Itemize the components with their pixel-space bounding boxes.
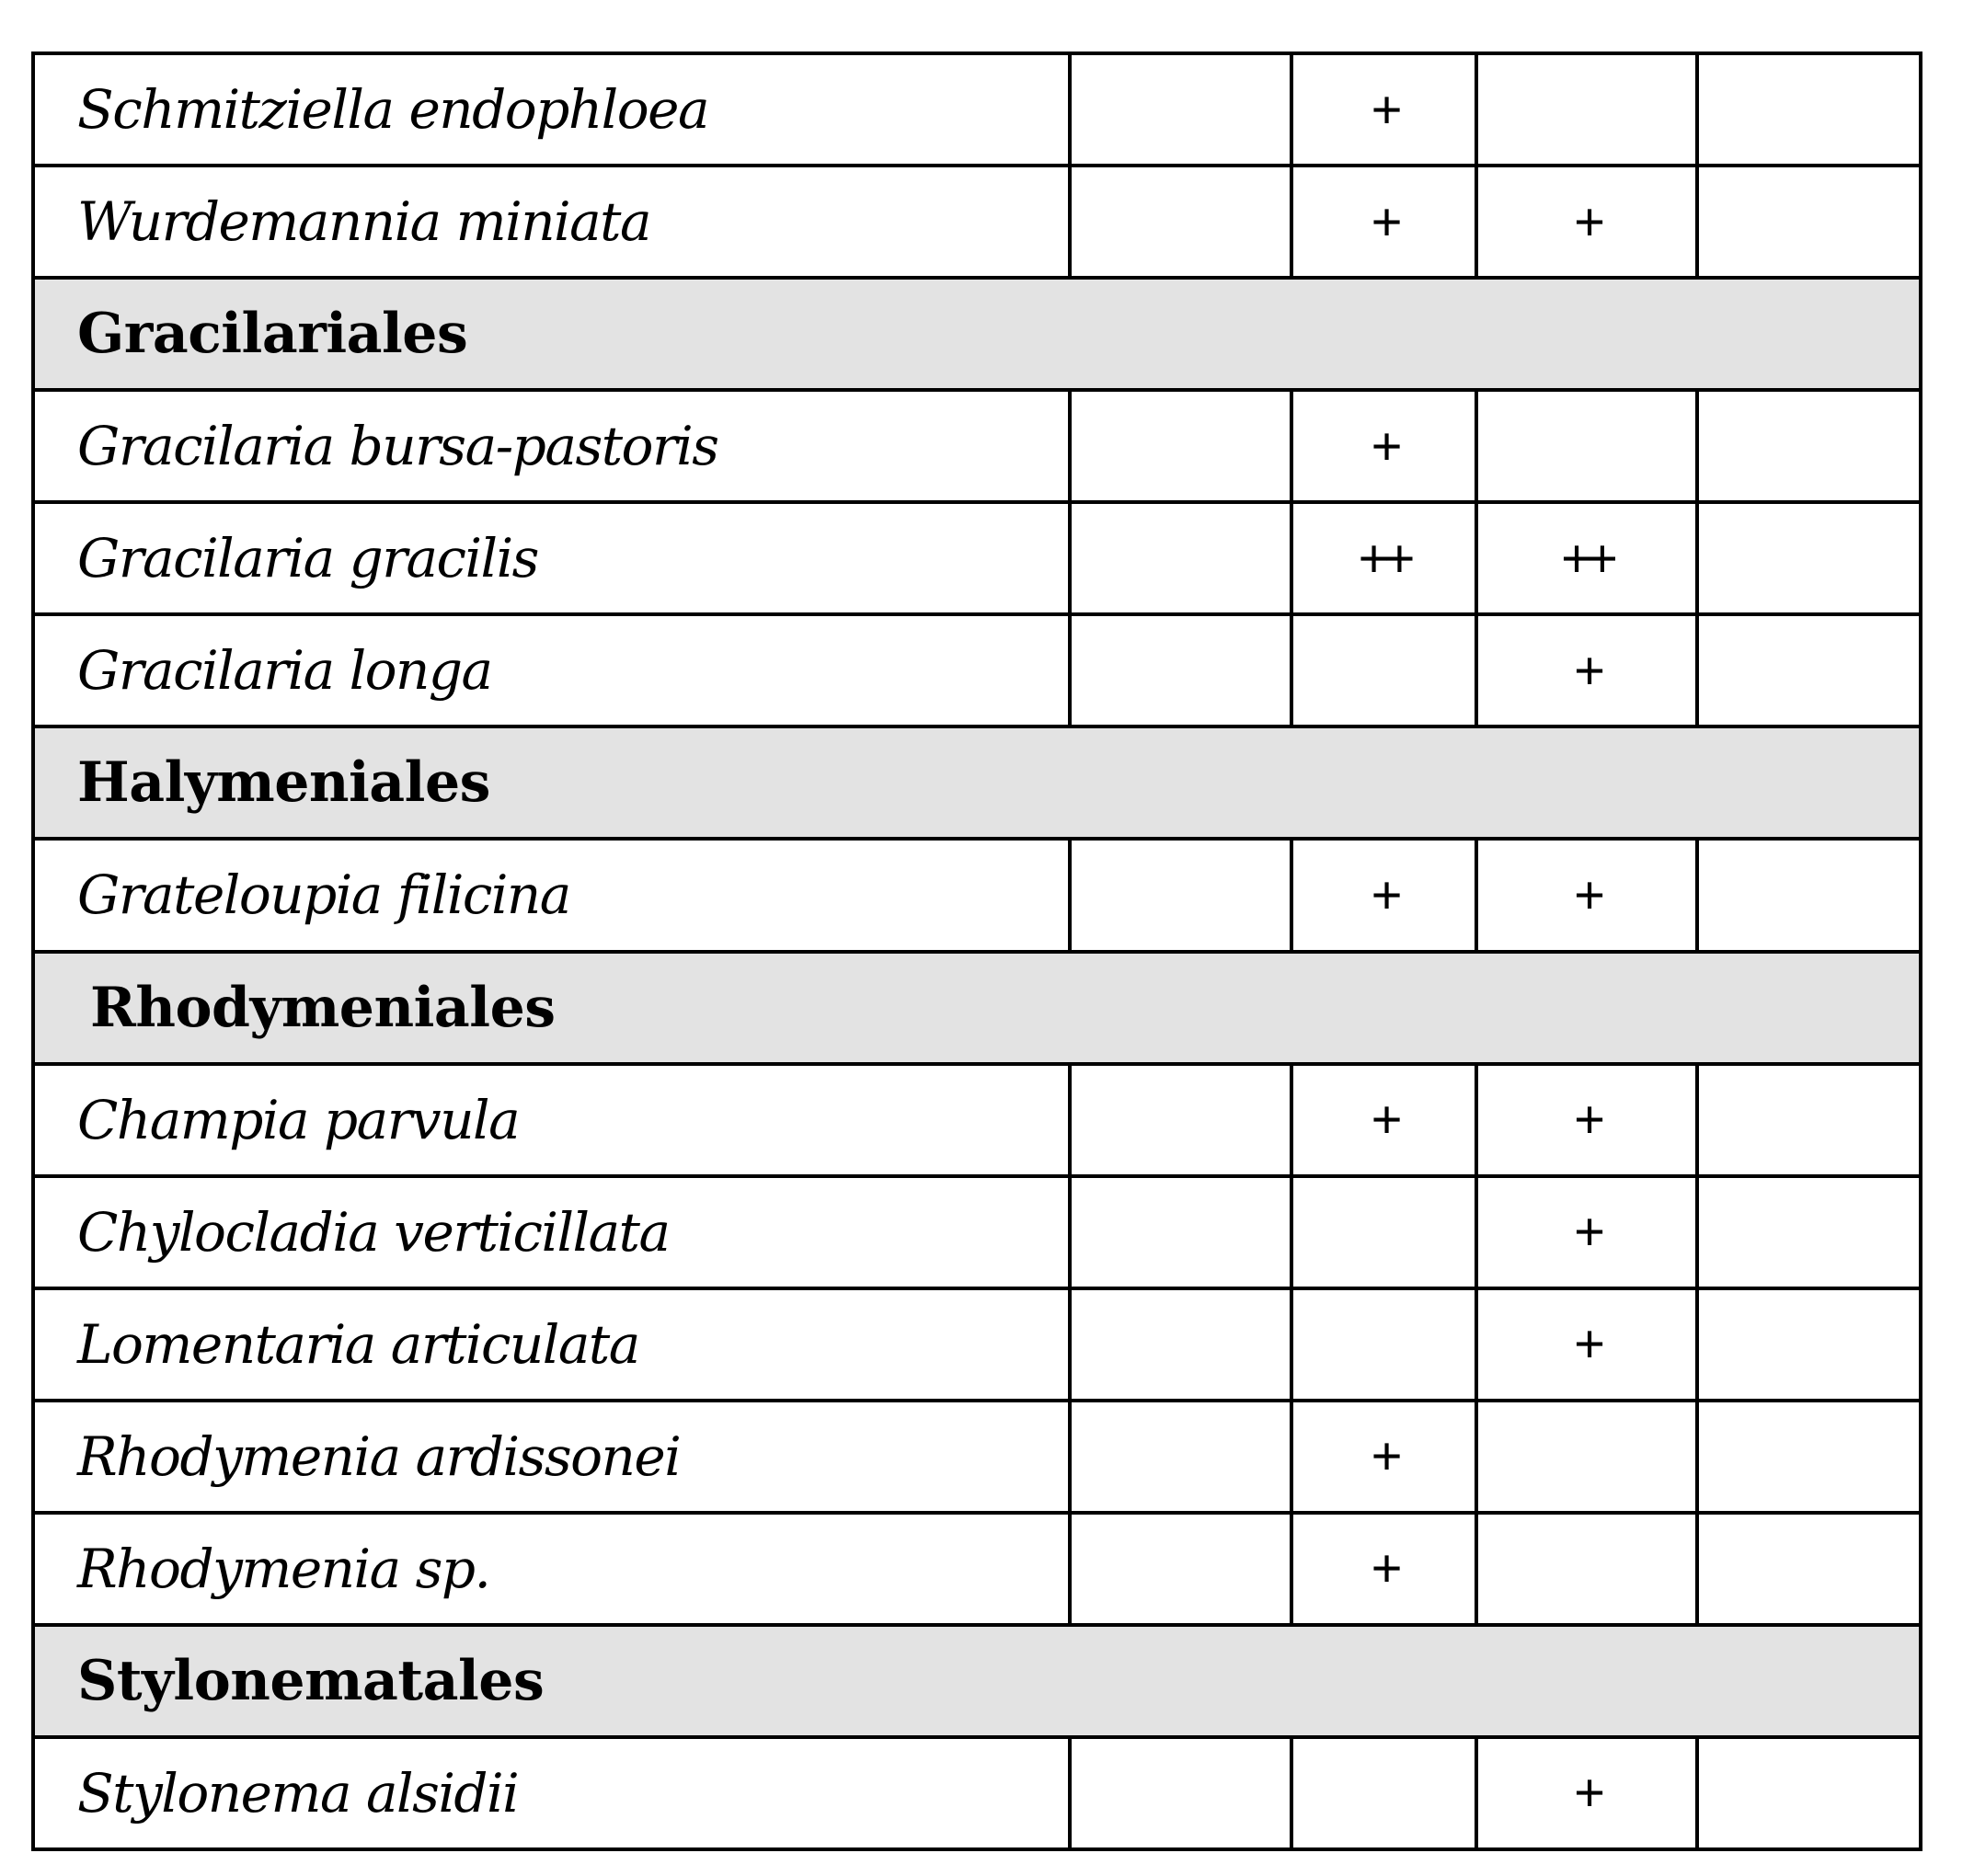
presence-cell: + [1291, 390, 1476, 502]
presence-cell: + [1291, 1064, 1476, 1176]
species-row [33, 839, 1921, 951]
presence-cell: + [1291, 53, 1476, 166]
presence-cell [1697, 1288, 1921, 1401]
presence-cell [1476, 390, 1697, 502]
presence-cell [1070, 1401, 1291, 1513]
presence-cell [1070, 1176, 1291, 1288]
presence-cell [1697, 390, 1921, 502]
species-name: Gracilaria longa [33, 614, 1070, 726]
presence-cell [1697, 1513, 1921, 1625]
presence-cell: + [1476, 1176, 1697, 1288]
species-row [33, 166, 1921, 278]
presence-cell [1697, 502, 1921, 614]
presence-cell [1070, 390, 1291, 502]
species-row [33, 53, 1921, 166]
presence-cell [1697, 839, 1921, 951]
presence-cell [1291, 1288, 1476, 1401]
presence-cell [1697, 614, 1921, 726]
presence-cell [1070, 1513, 1291, 1625]
presence-cell: + [1476, 839, 1697, 951]
presence-cell [1697, 1176, 1921, 1288]
presence-cell [1697, 1401, 1921, 1513]
presence-cell [1476, 1401, 1697, 1513]
species-name: Chylocladia verticillata [33, 1176, 1070, 1288]
presence-cell [1291, 1737, 1476, 1849]
species-name: Gracilaria bursa-pastoris [33, 390, 1070, 502]
species-row [33, 1513, 1921, 1625]
species-name: Schmitziella endophloea [33, 53, 1070, 166]
species-name: Gracilaria gracilis [33, 502, 1070, 614]
presence-cell [1697, 166, 1921, 278]
order-header-row [33, 1625, 1921, 1737]
presence-cell [1697, 1737, 1921, 1849]
presence-cell [1070, 1737, 1291, 1849]
species-name: Wurdemannia miniata [33, 166, 1070, 278]
species-row [33, 614, 1921, 726]
presence-cell [1070, 1064, 1291, 1176]
species-row [33, 1401, 1921, 1513]
presence-cell [1476, 53, 1697, 166]
species-row [33, 390, 1921, 502]
species-name: Stylonema alsidii [33, 1737, 1070, 1849]
presence-cell: + [1476, 1737, 1697, 1849]
presence-cell [1291, 614, 1476, 726]
presence-cell [1070, 53, 1291, 166]
presence-cell [1070, 1288, 1291, 1401]
species-row [33, 1737, 1921, 1849]
species-occurrence-table [31, 51, 1922, 1851]
presence-cell [1070, 839, 1291, 951]
order-name: Gracilariales [33, 278, 1921, 390]
species-row [33, 1288, 1921, 1401]
presence-cell [1070, 502, 1291, 614]
species-row [33, 502, 1921, 614]
presence-cell: ++ [1291, 502, 1476, 614]
presence-cell: + [1476, 614, 1697, 726]
order-name: Stylonematales [33, 1625, 1921, 1737]
order-header-row [33, 278, 1921, 390]
presence-cell: + [1291, 1401, 1476, 1513]
species-row [33, 1064, 1921, 1176]
species-name: Rhodymenia sp. [33, 1513, 1070, 1625]
order-header-row [33, 726, 1921, 839]
order-name: Rhodymeniales [33, 952, 1921, 1064]
presence-cell: + [1476, 166, 1697, 278]
species-name: Grateloupia filicina [33, 839, 1070, 951]
presence-cell [1697, 1064, 1921, 1176]
presence-cell: ++ [1476, 502, 1697, 614]
presence-cell: + [1291, 839, 1476, 951]
species-name: Lomentaria articulata [33, 1288, 1070, 1401]
species-name: Rhodymenia ardissonei [33, 1401, 1070, 1513]
presence-cell: + [1291, 1513, 1476, 1625]
presence-cell [1697, 53, 1921, 166]
presence-cell: + [1476, 1288, 1697, 1401]
presence-cell: + [1291, 166, 1476, 278]
presence-cell [1476, 1513, 1697, 1625]
presence-cell [1291, 1176, 1476, 1288]
presence-cell: + [1476, 1064, 1697, 1176]
presence-cell [1070, 166, 1291, 278]
presence-cell [1070, 614, 1291, 726]
species-name: Champia parvula [33, 1064, 1070, 1176]
order-name: Halymeniales [33, 726, 1921, 839]
species-row [33, 1176, 1921, 1288]
order-header-row [33, 952, 1921, 1064]
